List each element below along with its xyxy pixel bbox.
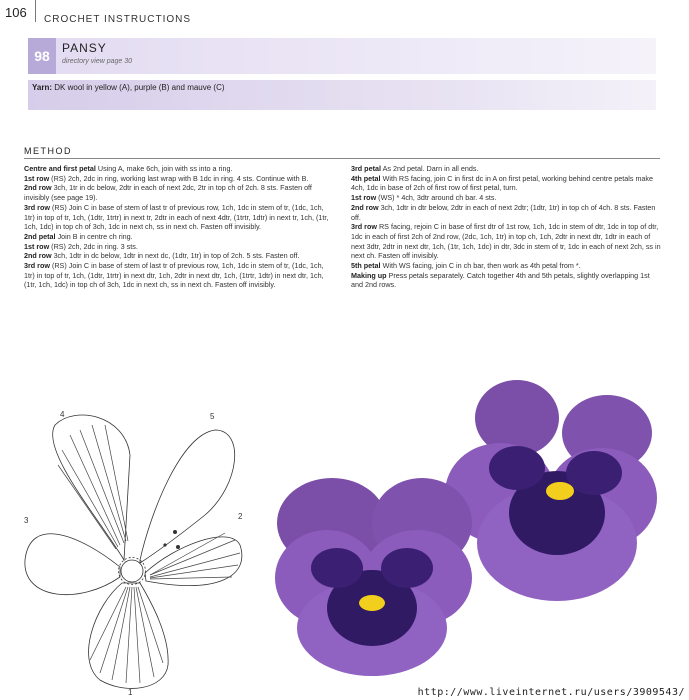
petal-outline <box>140 430 235 563</box>
pansy-left <box>275 478 472 676</box>
instructions-column-2 <box>351 164 661 290</box>
header-divider <box>35 0 36 22</box>
instruction-para: Centre and first petal Using A, make 6ch, join with ss into a ring. <box>24 164 233 173</box>
instruction-para: 4th petal With RS facing, join C in first dc in A on first petal, working behind centre petals make 4ch, 1dc in base of 2ch of first row of first petal, turn. <box>351 173 654 193</box>
instruction-para: 2nd petal Join B in centre ch ring. <box>24 231 133 241</box>
instruction-para: 2nd row 3ch, 1tr in dc below, 2dtr in each of next 2dc, 2tr in top ch of 2ch. 8 sts. Fasten off invisibly (see page 19). <box>24 183 312 203</box>
page-number: 106 <box>5 5 27 20</box>
yarn-text: DK wool in yellow (A), purple (B) and mauve (C) <box>54 83 225 92</box>
instruction-para: 1st row (WS) * 4ch, 3dtr around ch bar. 4 sts. <box>351 193 497 203</box>
instructions-column-1 <box>24 164 334 290</box>
petal-outline <box>25 534 120 595</box>
instruction-para: 2nd row 3ch, 1dtr in dtr below, 2dtr in each of next 2dtr; (1dtr, 1tr) in top ch of 4ch. 8 sts. Fasten off. <box>351 202 656 222</box>
pansy-right <box>445 380 657 601</box>
pattern-number-badge: 98 <box>28 38 56 74</box>
yarn-label: Yarn: <box>32 83 53 92</box>
method-heading: METHOD <box>24 146 72 156</box>
pattern-header-band <box>56 38 656 74</box>
instruction-para: 1st row (RS) 2ch, 2dc in ring, working last wrap with B 1dc in ring. 4 sts. Continue with B. <box>24 173 309 183</box>
instruction-para: 3rd row (RS) Join C in base of stem of last tr of previous row, 1ch, 1dc in stem of tr, (1dc, 1ch, 1tr) in top of tr, 1ch, (1dtr, 1trtr) in next dtr, 1ch, 2dtr in next dtr, 1ch, (1trtr, 1dtr) in next dtr, 1ch, (1tr, 1ch, 1dc) in top ch of 3ch, 1dc in next ch, ss in next ch. Fasten off invisibly. <box>24 261 324 290</box>
crochet-chart-diagram <box>0 395 265 700</box>
petal-label-5: 5 <box>210 412 215 421</box>
instruction-para: 3rd row (RS) Join C in base of stem of last tr of previous row, 1ch, 1dc in stem of tr, (1dc, 1ch, 1tr) in top of tr, 1ch, (1dtr, 1trtr) in next tr, 2dtr in each of next 4dtr, (1trtr, 1dtr) in next tr, 1ch, (1tr, 1ch, 1dc) in top ch of 3ch, 1dc in next ch, ss in next ch. Fasten off invisibly. <box>24 202 329 232</box>
pattern-title: PANSY <box>62 41 107 55</box>
petal-outline <box>53 415 130 560</box>
pansy-photo <box>262 373 682 683</box>
instruction-para: 1st row (RS) 2ch, 2dc in ring. 3 sts. <box>24 241 138 251</box>
instruction-para: 2nd row 3ch, 1dtr in dc below, 1dtr in next dc, (1dtr, 1tr) in top of 2ch. 5 sts. Fasten off. <box>24 251 300 261</box>
petal-label-2: 2 <box>238 512 243 521</box>
instruction-para: Making up Press petals separately. Catch together 4th and 5th petals, slightly overlapping 1st and 2nd rows. <box>351 270 650 290</box>
instruction-para: 3rd petal As 2nd petal. Darn in all ends. <box>351 164 479 173</box>
petal-label-4: 4 <box>60 410 65 419</box>
watermark-url: http://www.liveinternet.ru/users/3909543/ <box>417 687 685 698</box>
petal-outline <box>89 583 169 688</box>
directory-note: directory view page 30 <box>62 58 133 65</box>
petal-label-3: 3 <box>24 516 29 525</box>
method-divider <box>24 158 660 159</box>
petal-label-1: 1 <box>128 688 133 697</box>
instruction-para: 5th petal With WS facing, join C in ch bar, then work as 4th petal from *. <box>351 261 581 271</box>
instruction-para: 3rd row RS facing, rejoin C in base of first dtr of 1st row, 1ch, 1dc in stem of dtr, 1dc in top of dtr, 1dc in each of first 2ch of 2nd row, (2dc, 1ch, 1tr) in top ch, 1ch, 2dtr in next dtr, 1dtr in each of next 3dtr, 2dtr in next dtr, 1ch, (1tr, 1ch, 1dc) in dtr, 3dc in stem of tr, 1dc in each of next 2ch, ss in next ch. Fasten off invisibly. <box>351 222 661 261</box>
running-head: CROCHET INSTRUCTIONS <box>44 14 192 25</box>
yarn-line <box>32 83 225 92</box>
